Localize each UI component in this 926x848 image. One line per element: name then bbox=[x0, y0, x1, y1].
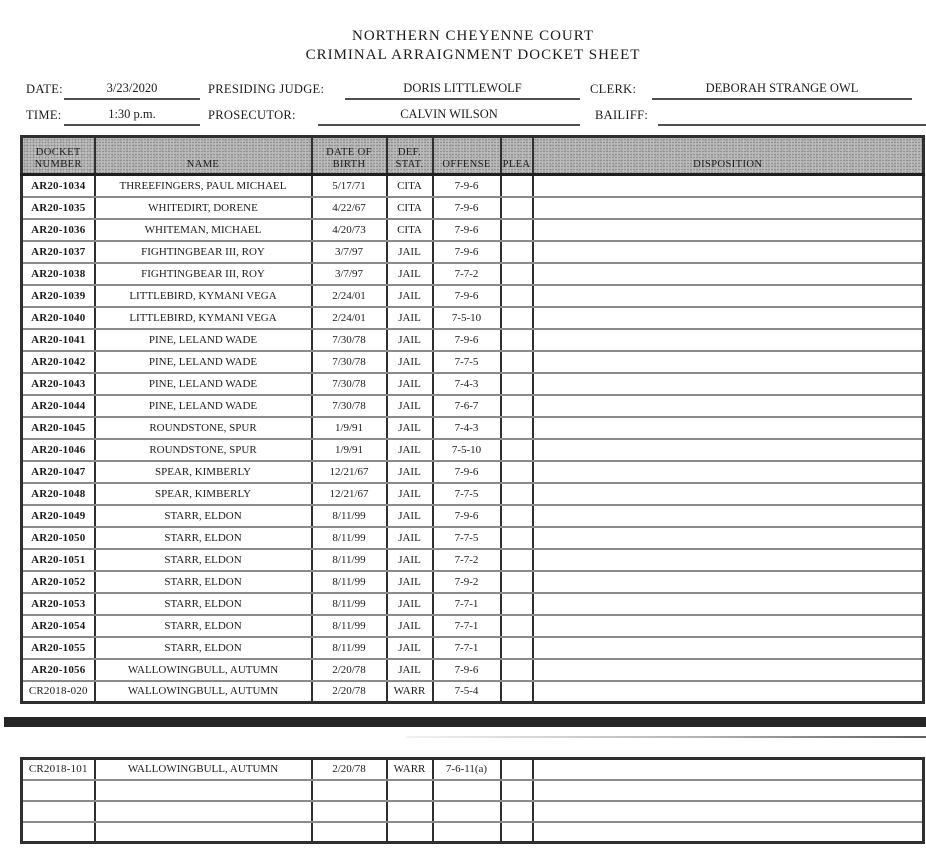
docket-row bbox=[22, 395, 924, 417]
date-of-birth-cell: 7/30/78 bbox=[312, 351, 387, 373]
defendant-name-cell: WHITEDIRT, DORENE bbox=[95, 197, 312, 219]
date-of-birth-cell bbox=[312, 780, 387, 801]
docket-number-cell: AR20-1052 bbox=[22, 571, 95, 593]
plea-cell bbox=[501, 637, 533, 659]
def-stat-cell: JAIL bbox=[387, 373, 433, 395]
date-of-birth-cell: 5/17/71 bbox=[312, 175, 387, 197]
presiding-judge-label: PRESIDING JUDGE: bbox=[208, 82, 325, 96]
offense-cell: 7-9-6 bbox=[433, 329, 501, 351]
disposition-cell bbox=[533, 681, 924, 703]
def-stat-cell: JAIL bbox=[387, 461, 433, 483]
plea-cell bbox=[501, 801, 533, 822]
offense-cell: 7-7-5 bbox=[433, 483, 501, 505]
disposition-cell bbox=[533, 241, 924, 263]
docket-table-body bbox=[22, 175, 924, 703]
docket-row bbox=[22, 593, 924, 615]
offense-cell: 7-7-5 bbox=[433, 351, 501, 373]
defendant-name-cell: STARR, ELDON bbox=[95, 637, 312, 659]
disposition-cell bbox=[533, 219, 924, 241]
offense-cell: 7-7-1 bbox=[433, 637, 501, 659]
def-stat-cell: JAIL bbox=[387, 637, 433, 659]
sheet-title: CRIMINAL ARRAIGNMENT DOCKET SHEET bbox=[305, 47, 641, 63]
plea-cell bbox=[501, 822, 533, 843]
docket-row bbox=[22, 175, 924, 197]
def-stat-cell bbox=[387, 801, 433, 822]
disposition-cell bbox=[533, 483, 924, 505]
docket-number-cell: AR20-1039 bbox=[22, 285, 95, 307]
def-stat-cell bbox=[387, 780, 433, 801]
date-label: DATE: bbox=[26, 82, 63, 96]
offense-cell bbox=[433, 822, 501, 843]
docket-number-cell: AR20-1040 bbox=[22, 307, 95, 329]
plea-cell bbox=[501, 351, 533, 373]
docket-row bbox=[22, 307, 924, 329]
disposition-cell bbox=[533, 505, 924, 527]
plea-cell bbox=[501, 285, 533, 307]
plea-cell bbox=[501, 593, 533, 615]
docket-row bbox=[22, 241, 924, 263]
header-offense: OFFENSE bbox=[433, 137, 501, 175]
date-of-birth-cell: 7/30/78 bbox=[312, 395, 387, 417]
defendant-name-cell: WHITEMAN, MICHAEL bbox=[95, 219, 312, 241]
date-of-birth-cell: 4/22/67 bbox=[312, 197, 387, 219]
docket-row bbox=[22, 285, 924, 307]
bailiff-value bbox=[658, 107, 926, 126]
docket-number-cell: AR20-1047 bbox=[22, 461, 95, 483]
docket-number-cell: AR20-1051 bbox=[22, 549, 95, 571]
header-date-of-birth: DATE OF BIRTH bbox=[312, 137, 387, 175]
def-stat-cell: JAIL bbox=[387, 527, 433, 549]
plea-cell bbox=[501, 483, 533, 505]
plea-cell bbox=[501, 527, 533, 549]
docket-table bbox=[20, 135, 925, 704]
time-label: TIME: bbox=[26, 108, 62, 122]
offense-cell: 7-7-5 bbox=[433, 527, 501, 549]
docket-number-cell: AR20-1053 bbox=[22, 593, 95, 615]
prosecutor-label: PROSECUTOR: bbox=[208, 108, 296, 122]
docket-number-cell: AR20-1045 bbox=[22, 417, 95, 439]
docket-row bbox=[22, 197, 924, 219]
def-stat-cell: CITA bbox=[387, 175, 433, 197]
date-of-birth-cell: 2/24/01 bbox=[312, 307, 387, 329]
offense-cell: 7-9-6 bbox=[433, 219, 501, 241]
docket-row bbox=[22, 780, 924, 801]
offense-cell: 7-4-3 bbox=[433, 373, 501, 395]
offense-cell: 7-4-3 bbox=[433, 417, 501, 439]
date-value: 3/23/2020 bbox=[64, 81, 200, 100]
header-def-stat: DEF. STAT. bbox=[387, 137, 433, 175]
plea-cell bbox=[501, 759, 533, 780]
disposition-cell bbox=[533, 461, 924, 483]
disposition-cell bbox=[533, 527, 924, 549]
disposition-cell bbox=[533, 549, 924, 571]
offense-cell: 7-9-6 bbox=[433, 461, 501, 483]
defendant-name-cell: FIGHTINGBEAR III, ROY bbox=[95, 263, 312, 285]
header-disposition: DISPOSITION bbox=[533, 137, 924, 175]
offense-cell: 7-7-2 bbox=[433, 263, 501, 285]
def-stat-cell: WARR bbox=[387, 681, 433, 703]
plea-cell bbox=[501, 329, 533, 351]
docket-row bbox=[22, 329, 924, 351]
def-stat-cell: JAIL bbox=[387, 263, 433, 285]
offense-cell: 7-7-1 bbox=[433, 593, 501, 615]
docket-number-cell: AR20-1038 bbox=[22, 263, 95, 285]
docket-row bbox=[22, 439, 924, 461]
def-stat-cell: JAIL bbox=[387, 659, 433, 681]
docket-row bbox=[22, 417, 924, 439]
disposition-cell bbox=[533, 759, 924, 780]
docket-number-cell: CR2018-020 bbox=[22, 681, 95, 703]
plea-cell bbox=[501, 439, 533, 461]
docket-number-cell: AR20-1046 bbox=[22, 439, 95, 461]
disposition-cell bbox=[533, 571, 924, 593]
header-row bbox=[22, 137, 924, 175]
date-of-birth-cell: 2/20/78 bbox=[312, 759, 387, 780]
docket-row bbox=[22, 615, 924, 637]
def-stat-cell: JAIL bbox=[387, 571, 433, 593]
date-of-birth-cell: 1/9/91 bbox=[312, 417, 387, 439]
defendant-name-cell: STARR, ELDON bbox=[95, 549, 312, 571]
section-separator-bar bbox=[4, 717, 926, 727]
court-title: NORTHERN CHEYENNE COURT bbox=[351, 28, 595, 44]
offense-cell: 7-6-11(a) bbox=[433, 759, 501, 780]
docket-number-cell: AR20-1034 bbox=[22, 175, 95, 197]
def-stat-cell: JAIL bbox=[387, 549, 433, 571]
def-stat-cell: WARR bbox=[387, 759, 433, 780]
offense-cell: 7-6-7 bbox=[433, 395, 501, 417]
docket-row bbox=[22, 801, 924, 822]
date-of-birth-cell: 8/11/99 bbox=[312, 549, 387, 571]
defendant-name-cell: WALLOWINGBULL, AUTUMN bbox=[95, 759, 312, 780]
plea-cell bbox=[501, 417, 533, 439]
plea-cell bbox=[501, 681, 533, 703]
header-docket-number: DOCKET NUMBER bbox=[22, 137, 95, 175]
date-of-birth-cell: 1/9/91 bbox=[312, 439, 387, 461]
disposition-cell bbox=[533, 593, 924, 615]
disposition-cell bbox=[533, 637, 924, 659]
disposition-cell bbox=[533, 373, 924, 395]
plea-cell bbox=[501, 175, 533, 197]
disposition-cell bbox=[533, 801, 924, 822]
def-stat-cell: JAIL bbox=[387, 615, 433, 637]
plea-cell bbox=[501, 571, 533, 593]
def-stat-cell: JAIL bbox=[387, 285, 433, 307]
disposition-cell bbox=[533, 395, 924, 417]
date-of-birth-cell: 3/7/97 bbox=[312, 241, 387, 263]
docket-number-cell: CR2018-101 bbox=[22, 759, 95, 780]
defendant-name-cell: THREEFINGERS, PAUL MICHAEL bbox=[95, 175, 312, 197]
plea-cell bbox=[501, 659, 533, 681]
offense-cell: 7-9-6 bbox=[433, 285, 501, 307]
scan-artifact-line bbox=[406, 736, 926, 738]
docket-row bbox=[22, 549, 924, 571]
docket-table-header bbox=[22, 137, 924, 175]
defendant-name-cell: WALLOWINGBULL, AUTUMN bbox=[95, 659, 312, 681]
disposition-cell bbox=[533, 197, 924, 219]
disposition-cell bbox=[533, 417, 924, 439]
date-of-birth-cell bbox=[312, 801, 387, 822]
docket-row bbox=[22, 219, 924, 241]
continuation-table bbox=[20, 757, 925, 844]
date-of-birth-cell: 8/11/99 bbox=[312, 527, 387, 549]
defendant-name-cell: LITTLEBIRD, KYMANI VEGA bbox=[95, 285, 312, 307]
disposition-cell bbox=[533, 659, 924, 681]
plea-cell bbox=[501, 263, 533, 285]
def-stat-cell: JAIL bbox=[387, 439, 433, 461]
disposition-cell bbox=[533, 439, 924, 461]
docket-row bbox=[22, 571, 924, 593]
header-name: NAME bbox=[95, 137, 312, 175]
def-stat-cell: CITA bbox=[387, 219, 433, 241]
docket-number-cell: AR20-1050 bbox=[22, 527, 95, 549]
docket-number-cell: AR20-1049 bbox=[22, 505, 95, 527]
plea-cell bbox=[501, 373, 533, 395]
defendant-name-cell bbox=[95, 822, 312, 843]
plea-cell bbox=[501, 615, 533, 637]
defendant-name-cell: WALLOWINGBULL, AUTUMN bbox=[95, 681, 312, 703]
def-stat-cell: JAIL bbox=[387, 329, 433, 351]
plea-cell bbox=[501, 505, 533, 527]
def-stat-cell: JAIL bbox=[387, 395, 433, 417]
docket-number-cell: AR20-1056 bbox=[22, 659, 95, 681]
date-of-birth-cell: 8/11/99 bbox=[312, 505, 387, 527]
date-of-birth-cell: 8/11/99 bbox=[312, 615, 387, 637]
defendant-name-cell: ROUNDSTONE, SPUR bbox=[95, 439, 312, 461]
disposition-cell bbox=[533, 329, 924, 351]
docket-row bbox=[22, 822, 924, 843]
header-plea: PLEA bbox=[501, 137, 533, 175]
disposition-cell bbox=[533, 263, 924, 285]
docket-number-cell: AR20-1035 bbox=[22, 197, 95, 219]
clerk-label: CLERK: bbox=[590, 82, 637, 96]
time-value: 1:30 p.m. bbox=[64, 107, 200, 126]
defendant-name-cell: PINE, LELAND WADE bbox=[95, 373, 312, 395]
docket-number-cell bbox=[22, 822, 95, 843]
offense-cell: 7-7-2 bbox=[433, 549, 501, 571]
def-stat-cell: CITA bbox=[387, 197, 433, 219]
defendant-name-cell: PINE, LELAND WADE bbox=[95, 351, 312, 373]
offense-cell: 7-9-6 bbox=[433, 175, 501, 197]
docket-row bbox=[22, 681, 924, 703]
date-of-birth-cell: 7/30/78 bbox=[312, 373, 387, 395]
defendant-name-cell: FIGHTINGBEAR III, ROY bbox=[95, 241, 312, 263]
continuation-table-body bbox=[22, 759, 924, 843]
docket-number-cell: AR20-1048 bbox=[22, 483, 95, 505]
docket-number-cell: AR20-1042 bbox=[22, 351, 95, 373]
docket-row bbox=[22, 759, 924, 780]
date-of-birth-cell: 12/21/67 bbox=[312, 483, 387, 505]
date-of-birth-cell: 7/30/78 bbox=[312, 329, 387, 351]
offense-cell: 7-9-6 bbox=[433, 197, 501, 219]
date-of-birth-cell: 2/20/78 bbox=[312, 681, 387, 703]
prosecutor-value: CALVIN WILSON bbox=[318, 107, 580, 126]
docket-row bbox=[22, 461, 924, 483]
offense-cell: 7-9-6 bbox=[433, 659, 501, 681]
def-stat-cell: JAIL bbox=[387, 307, 433, 329]
docket-number-cell bbox=[22, 780, 95, 801]
date-of-birth-cell: 2/24/01 bbox=[312, 285, 387, 307]
disposition-cell bbox=[533, 351, 924, 373]
offense-cell: 7-7-1 bbox=[433, 615, 501, 637]
docket-row bbox=[22, 351, 924, 373]
offense-cell: 7-5-4 bbox=[433, 681, 501, 703]
disposition-cell bbox=[533, 780, 924, 801]
disposition-cell bbox=[533, 822, 924, 843]
defendant-name-cell: ROUNDSTONE, SPUR bbox=[95, 417, 312, 439]
plea-cell bbox=[501, 219, 533, 241]
defendant-name-cell: SPEAR, KIMBERLY bbox=[95, 483, 312, 505]
docket-row bbox=[22, 373, 924, 395]
disposition-cell bbox=[533, 307, 924, 329]
docket-row bbox=[22, 263, 924, 285]
bailiff-label: BAILIFF: bbox=[595, 108, 649, 122]
disposition-cell bbox=[533, 175, 924, 197]
offense-cell bbox=[433, 801, 501, 822]
defendant-name-cell: STARR, ELDON bbox=[95, 505, 312, 527]
date-of-birth-cell bbox=[312, 822, 387, 843]
plea-cell bbox=[501, 461, 533, 483]
defendant-name-cell: STARR, ELDON bbox=[95, 593, 312, 615]
docket-number-cell: AR20-1036 bbox=[22, 219, 95, 241]
docket-number-cell: AR20-1054 bbox=[22, 615, 95, 637]
date-of-birth-cell: 3/7/97 bbox=[312, 263, 387, 285]
docket-number-cell bbox=[22, 801, 95, 822]
presiding-judge-value: DORIS LITTLEWOLF bbox=[345, 81, 580, 100]
def-stat-cell bbox=[387, 822, 433, 843]
offense-cell bbox=[433, 780, 501, 801]
def-stat-cell: JAIL bbox=[387, 505, 433, 527]
offense-cell: 7-5-10 bbox=[433, 439, 501, 461]
title-block bbox=[0, 27, 926, 65]
offense-cell: 7-9-2 bbox=[433, 571, 501, 593]
clerk-value: DEBORAH STRANGE OWL bbox=[652, 81, 912, 100]
plea-cell bbox=[501, 780, 533, 801]
defendant-name-cell: LITTLEBIRD, KYMANI VEGA bbox=[95, 307, 312, 329]
def-stat-cell: JAIL bbox=[387, 417, 433, 439]
plea-cell bbox=[501, 395, 533, 417]
docket-row bbox=[22, 505, 924, 527]
date-of-birth-cell: 8/11/99 bbox=[312, 637, 387, 659]
docket-number-cell: AR20-1044 bbox=[22, 395, 95, 417]
defendant-name-cell: STARR, ELDON bbox=[95, 527, 312, 549]
plea-cell bbox=[501, 549, 533, 571]
date-of-birth-cell: 2/20/78 bbox=[312, 659, 387, 681]
docket-row bbox=[22, 483, 924, 505]
docket-row bbox=[22, 637, 924, 659]
date-of-birth-cell: 8/11/99 bbox=[312, 571, 387, 593]
defendant-name-cell: SPEAR, KIMBERLY bbox=[95, 461, 312, 483]
offense-cell: 7-9-6 bbox=[433, 241, 501, 263]
defendant-name-cell bbox=[95, 801, 312, 822]
docket-row bbox=[22, 659, 924, 681]
docket-number-cell: AR20-1041 bbox=[22, 329, 95, 351]
offense-cell: 7-5-10 bbox=[433, 307, 501, 329]
docket-number-cell: AR20-1037 bbox=[22, 241, 95, 263]
def-stat-cell: JAIL bbox=[387, 483, 433, 505]
disposition-cell bbox=[533, 285, 924, 307]
date-of-birth-cell: 12/21/67 bbox=[312, 461, 387, 483]
defendant-name-cell bbox=[95, 780, 312, 801]
def-stat-cell: JAIL bbox=[387, 241, 433, 263]
def-stat-cell: JAIL bbox=[387, 593, 433, 615]
docket-row bbox=[22, 527, 924, 549]
date-of-birth-cell: 8/11/99 bbox=[312, 593, 387, 615]
defendant-name-cell: PINE, LELAND WADE bbox=[95, 329, 312, 351]
defendant-name-cell: STARR, ELDON bbox=[95, 615, 312, 637]
plea-cell bbox=[501, 197, 533, 219]
disposition-cell bbox=[533, 615, 924, 637]
docket-number-cell: AR20-1055 bbox=[22, 637, 95, 659]
plea-cell bbox=[501, 307, 533, 329]
offense-cell: 7-9-6 bbox=[433, 505, 501, 527]
def-stat-cell: JAIL bbox=[387, 351, 433, 373]
plea-cell bbox=[501, 241, 533, 263]
date-of-birth-cell: 4/20/73 bbox=[312, 219, 387, 241]
defendant-name-cell: PINE, LELAND WADE bbox=[95, 395, 312, 417]
docket-number-cell: AR20-1043 bbox=[22, 373, 95, 395]
defendant-name-cell: STARR, ELDON bbox=[95, 571, 312, 593]
